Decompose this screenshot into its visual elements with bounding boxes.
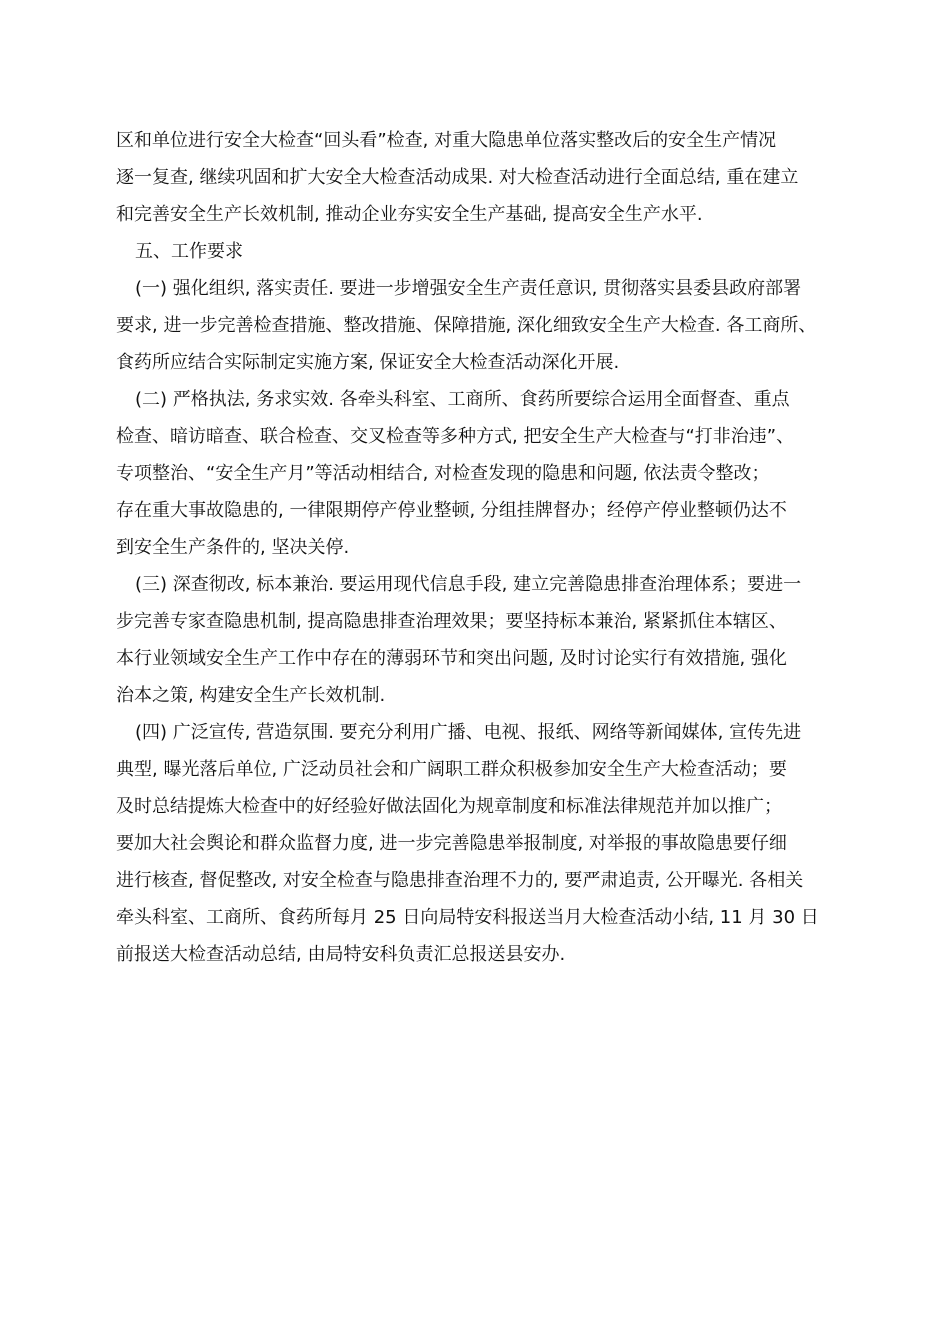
text-line: 专项整治、“安全生产月”等活动相结合, 对检查发现的隐患和问题, 依法责令整改；	[116, 463, 770, 484]
section-heading	[116, 233, 838, 270]
text-line: 治本之策, 构建安全生产长效机制.	[116, 685, 386, 706]
text-line: 步完善专家查隐患机制, 提高隐患排查治理效果；要坚持标本兼治, 紧紧抓住本辖区、	[116, 611, 787, 632]
paragraph-item-2	[116, 381, 838, 566]
text-line: 检查、暗访暗查、联合检查、交叉检查等多种方式, 把安全生产大检查与“打非治违”、	[116, 426, 795, 447]
text-line: 到安全生产条件的, 坚决关停.	[116, 537, 350, 558]
text-line: 牵头科室、工商所、食药所每月 25 日向局特安科报送当月大检查活动小结, 11 月 30 日	[116, 907, 819, 928]
text-line: 及时总结提炼大检查中的好经验好做法固化为规章制度和标准法律规范并加以推广；	[116, 796, 782, 817]
text-line: 食药所应结合实际制定实施方案, 保证安全大检查活动深化开展.	[116, 352, 620, 373]
paragraph-item-3	[116, 566, 838, 714]
paragraph-continuation	[116, 122, 838, 233]
paragraph-item-1	[116, 270, 838, 381]
text-line: 要加大社会舆论和群众监督力度, 进一步完善隐患举报制度, 对举报的事故隐患要仔细	[116, 833, 787, 854]
text-line: 要求, 进一步完善检查措施、整改措施、保障措施, 深化细致安全生产大检查. 各工商所、	[116, 315, 817, 336]
text-line: 典型, 曝光落后单位, 广泛动员社会和广阔职工群众积极参加安全生产大检查活动；要	[116, 759, 787, 780]
text-line: (三) 深查彻改, 标本兼治. 要运用现代信息手段, 建立完善隐患排查治理体系；要进一	[135, 574, 802, 595]
document-body	[116, 122, 838, 973]
text-line: 逐一复查, 继续巩固和扩大安全大检查活动成果. 对大检查活动进行全面总结, 重在建立	[116, 167, 799, 188]
text-line: (一) 强化组织, 落实责任. 要进一步增强安全生产责任意识, 贯彻落实县委县政府部署	[135, 278, 802, 299]
text-line: (二) 严格执法, 务求实效. 各牵头科室、工商所、食药所要综合运用全面督查、重点	[135, 389, 790, 410]
text-line: 本行业领域安全生产工作中存在的薄弱环节和突出问题, 及时讨论实行有效措施, 强化	[116, 648, 787, 669]
text-line: 前报送大检查活动总结, 由局特安科负责汇总报送县安办.	[116, 944, 566, 965]
text-line: (四) 广泛宣传, 营造氛围. 要充分利用广播、电视、报纸、网络等新闻媒体, 宣传先进	[135, 722, 802, 743]
text-line: 存在重大事故隐患的, 一律限期停产停业整顿, 分组挂牌督办；经停产停业整顿仍达不	[116, 500, 787, 521]
text-line: 区和单位进行安全大检查“回头看”检查, 对重大隐患单位落实整改后的安全生产情况	[116, 130, 777, 151]
paragraph-item-4	[116, 714, 838, 973]
text-line: 和完善安全生产长效机制, 推动企业夯实安全生产基础, 提高安全生产水平.	[116, 204, 703, 225]
heading-text: 五、工作要求	[135, 241, 243, 262]
text-line: 进行核查, 督促整改, 对安全检查与隐患排查治理不力的, 要严肃追责, 公开曝光. 各相关	[116, 870, 804, 891]
